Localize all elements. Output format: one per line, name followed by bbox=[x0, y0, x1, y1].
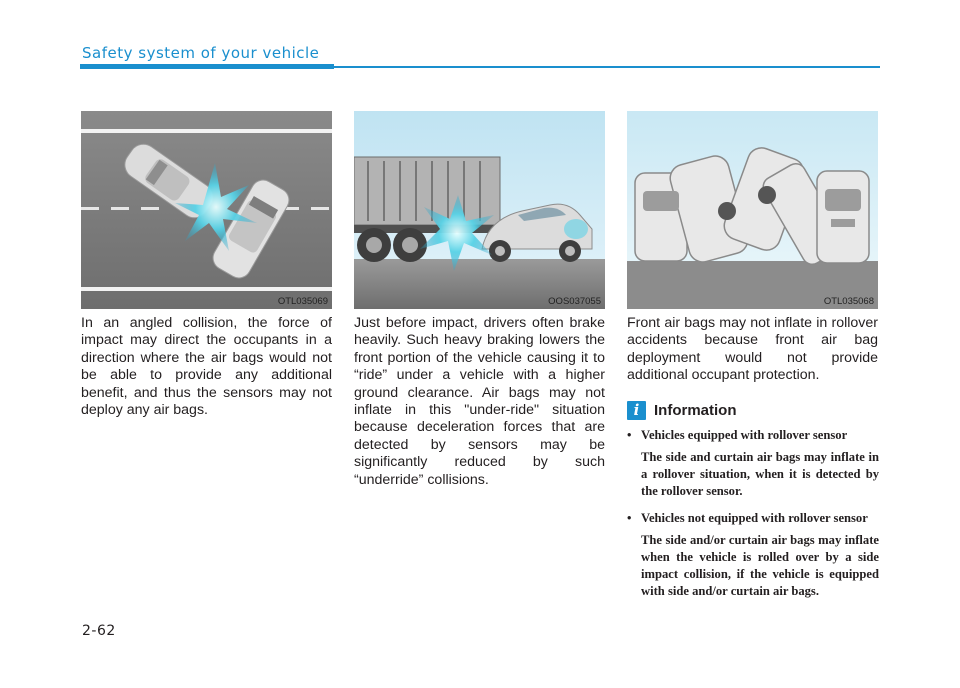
angled-collision-illustration bbox=[81, 111, 332, 309]
figure-code: OOS037055 bbox=[548, 296, 601, 307]
bullet-dot: • bbox=[627, 428, 632, 442]
figure-code: OTL035068 bbox=[823, 296, 874, 307]
list-item-heading: Vehicles not equipped with rollover sensor bbox=[641, 511, 868, 525]
section-title: Safety system of your vehicle bbox=[82, 44, 320, 62]
information-list bbox=[627, 427, 879, 600]
figure-code: OTL035069 bbox=[277, 296, 328, 307]
angled-collision-text: In an angled collision, the force of impact may direct the occupants in a direction where the air bags would not be able to provide any additional benefit, and thus the sensors may not deploy any air bags. bbox=[81, 315, 332, 419]
header-rule-thick bbox=[80, 64, 334, 69]
information-heading bbox=[627, 400, 737, 420]
list-item-heading: Vehicles equipped with rollover sensor bbox=[641, 428, 848, 442]
list-item-body: The side and curtain air bags may inflate in a rollover situation, when it is detected by the rollover sensor. bbox=[641, 450, 879, 498]
underride-collision-illustration bbox=[354, 111, 605, 309]
figure-rollover bbox=[627, 111, 878, 309]
figure-angled-collision bbox=[81, 111, 332, 309]
rollover-text: Front air bags may not inflate in rollover accidents because front air bag deployment would not provide additional occupant protection. bbox=[627, 315, 878, 384]
list-item bbox=[627, 510, 879, 527]
page-number: 2-62 bbox=[82, 623, 116, 639]
information-title: Information bbox=[654, 401, 737, 419]
bullet-dot: • bbox=[627, 511, 632, 525]
list-item-body: The side and/or curtain air bags may inflate when the vehicle is rolled over by a side impact collision, if the vehicle is equipped with side and/or curtain air bags. bbox=[641, 533, 879, 598]
rollover-illustration bbox=[627, 111, 878, 309]
header-rule-thin bbox=[334, 66, 880, 68]
figure-underride-collision bbox=[354, 111, 605, 309]
underride-text: Just before impact, drivers often brake heavily. Such heavy braking lowers the front portion of the vehicle causing it to “ride” under a vehicle with a higher ground clearance. Air bags may not inflate in this "under-ride" situation because deceleration forces that are detected by sensors may be significantly reduced by such “underride” collisions. bbox=[354, 315, 605, 488]
list-item bbox=[627, 427, 879, 444]
information-icon: i bbox=[627, 401, 646, 420]
